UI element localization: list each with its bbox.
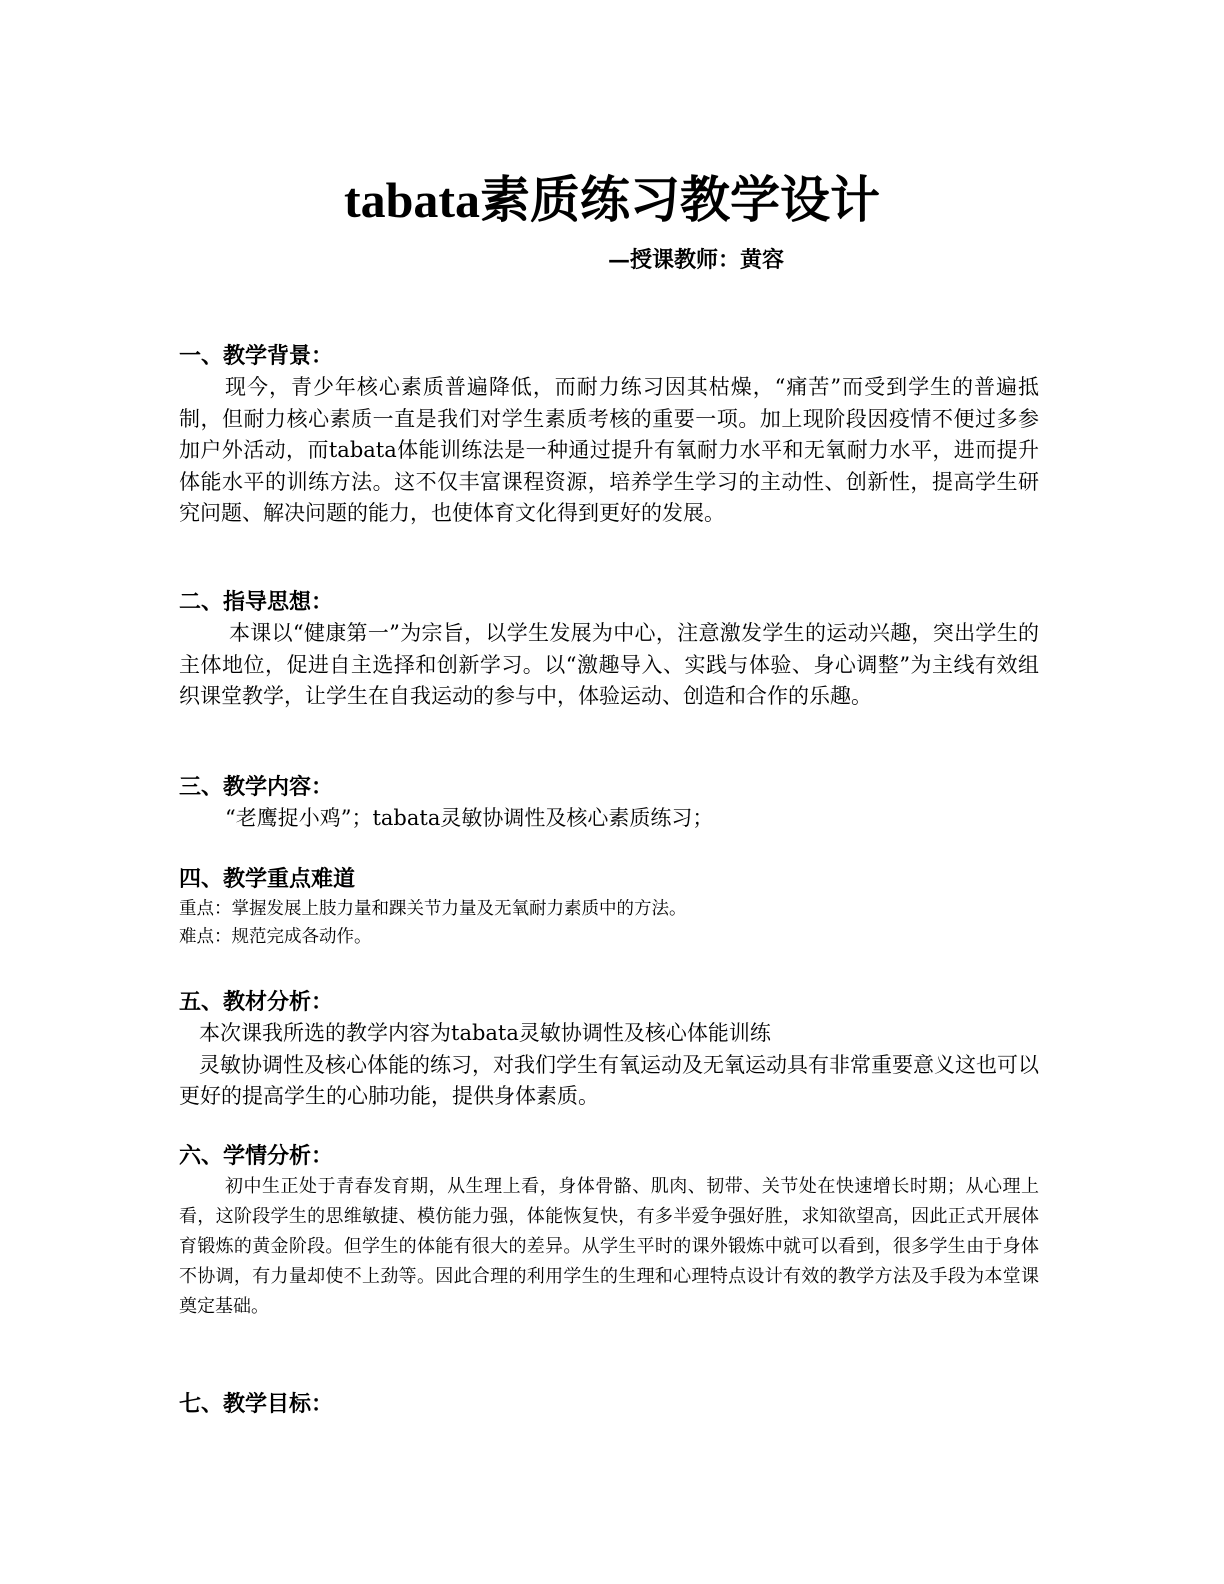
author-line: —授课教师：黄容 xyxy=(608,247,785,273)
section-heading: 七、教学目标： xyxy=(179,1391,334,1417)
section-content xyxy=(179,771,1039,835)
section-heading: 五、教材分析： xyxy=(179,989,334,1015)
section-heading: 二、指导思想： xyxy=(179,589,334,615)
section-students xyxy=(179,1140,1039,1322)
difficulty-line: 难点：规范完成各动作。 xyxy=(179,927,372,947)
section-goals xyxy=(179,1388,1039,1420)
section-paragraph: “老鹰捉小鸡”；tabata灵敏协调性及核心素质练习； xyxy=(225,806,714,830)
material-line-1: 本次课我所选的教学内容为tabata灵敏协调性及核心体能训练 xyxy=(199,1021,771,1045)
section-guiding xyxy=(179,586,1039,713)
section-heading: 六、学情分析： xyxy=(179,1143,334,1169)
section-background xyxy=(179,340,1039,530)
key-point-line: 重点：掌握发展上肢力量和踝关节力量及无氧耐力素质中的方法。 xyxy=(179,899,687,919)
section-heading: 三、教学内容： xyxy=(179,774,334,800)
section-paragraph: 本课以“健康第一”为宗旨，以学生发展为中心，注意激发学生的运动兴趣，突出学生的主体地位，促进自主选择和创新学习。以“激趣导入、实践与体验、身心调整”为主线有效组织课堂教学，让学生在自我运动的参与中，体验运动、创造和合作的乐趣。 xyxy=(179,621,1039,708)
section-heading: 一、教学背景： xyxy=(179,343,334,369)
title-latin: tabata xyxy=(343,172,481,228)
material-line-2: 灵敏协调性及核心体能的练习，对我们学生有氧运动及无氧运动具有非常重要意义这也可以更好的提高学生的心肺功能，提供身体素质。 xyxy=(179,1052,1039,1108)
section-paragraph: 现今，青少年核心素质普遍降低，而耐力练习因其枯燥，“痛苦”而受到学生的普遍抵制，但耐力核心素质一直是我们对学生素质考核的重要一项。加上现阶段因疫情不便过多参加户外活动，而tabata体能训练法是一种通过提升有氧耐力水平和无氧耐力水平，进而提升体能水平的训练方法。这不仅丰富课程资源，培养学生学习的主动性、创新性，提高学生研究问题、解决问题的能力，也使体育文化得到更好的发展。 xyxy=(179,375,1039,525)
section-key-points xyxy=(179,863,1039,951)
section-material xyxy=(179,986,1039,1113)
title-cjk: 素质练习教学设计 xyxy=(480,170,881,229)
section-heading: 四、教学重点难道 xyxy=(179,866,356,892)
document-title xyxy=(0,168,1224,232)
section-paragraph: 初中生正处于青春发育期，从生理上看，身体骨骼、肌肉、韧带、关节处在快速增长时期；从心理上看，这阶段学生的思维敏捷、模仿能力强，体能恢复快，有多半爱争强好胜，求知欲望高，因此正式开展体育锻炼的黄金阶段。但学生的体能有很大的差异。从学生平时的课外锻炼中就可以看到，很多学生由于身体不协调，有力量却使不上劲等。因此合理的利用学生的生理和心理特点设计有效的教学方法及手段为本堂课奠定基础。 xyxy=(179,1176,1039,1317)
